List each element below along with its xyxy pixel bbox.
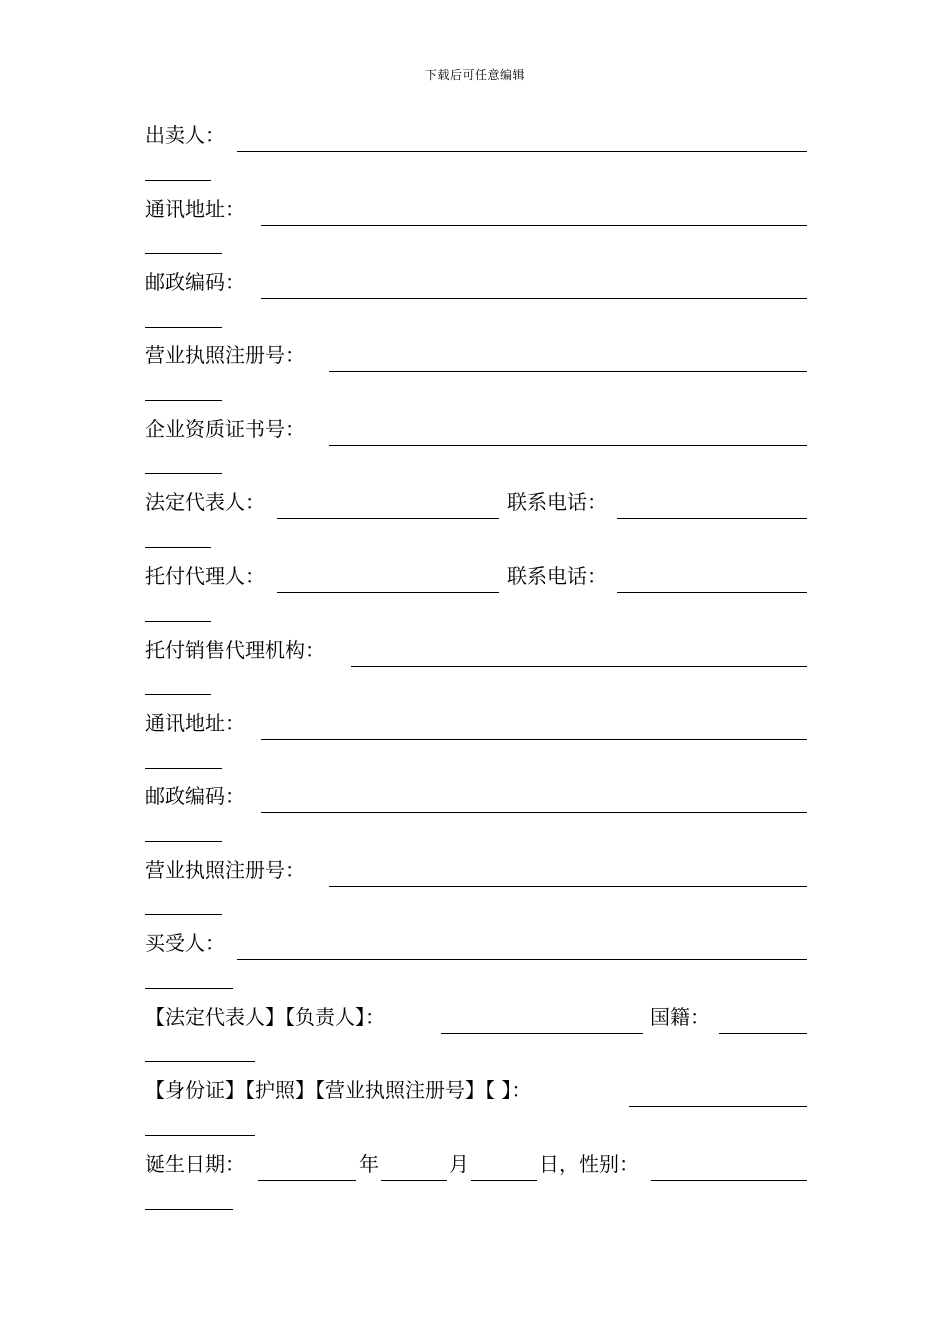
seller-qualification-input-line[interactable] bbox=[329, 445, 807, 446]
field-label: 【身份证】【护照】【营业执照注册号】【 】： bbox=[145, 1078, 532, 1102]
agency-license-input-line-continued[interactable] bbox=[145, 914, 222, 915]
buyer-rep-input-line[interactable] bbox=[441, 1033, 643, 1034]
field-label: 通讯地址： bbox=[145, 711, 245, 735]
buyer-input-line[interactable] bbox=[237, 959, 807, 960]
seller-input-line[interactable] bbox=[237, 151, 807, 152]
field-label: 企业资质证书号： bbox=[145, 417, 305, 441]
legal-rep-phone-input-line-continued[interactable] bbox=[145, 547, 211, 548]
field-label: 邮政编码： bbox=[145, 784, 245, 808]
field-label: 月 bbox=[449, 1152, 469, 1176]
field-label: 法定代表人： bbox=[145, 490, 265, 514]
field-seller-address bbox=[145, 196, 807, 226]
seller-postcode-input-line[interactable] bbox=[261, 298, 807, 299]
buyer-input-line-continued[interactable] bbox=[145, 988, 233, 989]
field-label: 【法定代表人】【负责人】： bbox=[145, 1005, 385, 1029]
legal-rep-input-line[interactable] bbox=[277, 518, 499, 519]
field-label: 买受人： bbox=[145, 931, 225, 955]
agency-postcode-input-line[interactable] bbox=[261, 812, 807, 813]
field-agent bbox=[145, 563, 807, 593]
field-label: 国籍： bbox=[650, 1005, 710, 1029]
seller-license-input-line[interactable] bbox=[329, 371, 807, 372]
id-document-input-line-continued[interactable] bbox=[145, 1135, 255, 1136]
field-label: 年 bbox=[359, 1152, 379, 1176]
agent-phone-input-line[interactable] bbox=[617, 592, 807, 593]
field-label: 诞生日期： bbox=[145, 1152, 245, 1176]
nationality-input-line[interactable] bbox=[719, 1033, 807, 1034]
field-label: 日，性别： bbox=[539, 1152, 639, 1176]
field-legal-rep bbox=[145, 489, 807, 519]
agent-input-line[interactable] bbox=[277, 592, 499, 593]
field-label: 营业执照注册号： bbox=[145, 858, 305, 882]
agent-phone-input-line-continued[interactable] bbox=[145, 621, 211, 622]
field-seller bbox=[145, 122, 807, 152]
birth-year-input-line[interactable] bbox=[258, 1180, 356, 1181]
agency-address-input-line[interactable] bbox=[261, 739, 807, 740]
field-label: 营业执照注册号： bbox=[145, 343, 305, 367]
agency-postcode-input-line-continued[interactable] bbox=[145, 841, 222, 842]
field-label: 通讯地址： bbox=[145, 197, 245, 221]
page-header-note: 下载后可任意编辑 bbox=[424, 68, 525, 82]
birth-month-input-line[interactable] bbox=[381, 1180, 447, 1181]
agency-address-input-line-continued[interactable] bbox=[145, 768, 222, 769]
field-label: 出卖人： bbox=[145, 123, 225, 147]
legal-rep-phone-input-line[interactable] bbox=[617, 518, 807, 519]
seller-address-input-line-continued[interactable] bbox=[145, 253, 222, 254]
field-label: 联系电话： bbox=[507, 490, 607, 514]
field-label: 托付销售代理机构： bbox=[145, 638, 325, 662]
field-label: 托付代理人： bbox=[145, 564, 265, 588]
field-seller-license bbox=[145, 342, 807, 372]
field-label: 邮政编码： bbox=[145, 270, 245, 294]
field-seller-qualification bbox=[145, 416, 807, 446]
field-buyer bbox=[145, 930, 807, 960]
nationality-input-line-continued[interactable] bbox=[145, 1061, 255, 1062]
id-document-input-line[interactable] bbox=[629, 1106, 807, 1107]
field-agency-license bbox=[145, 857, 807, 887]
birth-day-input-line[interactable] bbox=[471, 1180, 537, 1181]
field-buyer-rep bbox=[145, 1004, 807, 1034]
gender-input-line[interactable] bbox=[651, 1180, 807, 1181]
field-label: 联系电话： bbox=[507, 564, 607, 588]
sales-agency-input-line[interactable] bbox=[351, 666, 807, 667]
field-birth-date bbox=[145, 1151, 807, 1181]
seller-input-line-continued[interactable] bbox=[145, 180, 211, 181]
seller-address-input-line[interactable] bbox=[261, 225, 807, 226]
field-seller-postcode bbox=[145, 269, 807, 299]
seller-postcode-input-line-continued[interactable] bbox=[145, 327, 222, 328]
seller-qualification-input-line-continued[interactable] bbox=[145, 473, 222, 474]
gender-input-line-continued[interactable] bbox=[145, 1209, 233, 1210]
seller-license-input-line-continued[interactable] bbox=[145, 400, 222, 401]
field-agency-address bbox=[145, 710, 807, 740]
field-id-document bbox=[145, 1077, 807, 1107]
sales-agency-input-line-continued[interactable] bbox=[145, 694, 211, 695]
agency-license-input-line[interactable] bbox=[329, 886, 807, 887]
field-agency-postcode bbox=[145, 783, 807, 813]
field-sales-agency bbox=[145, 637, 807, 667]
